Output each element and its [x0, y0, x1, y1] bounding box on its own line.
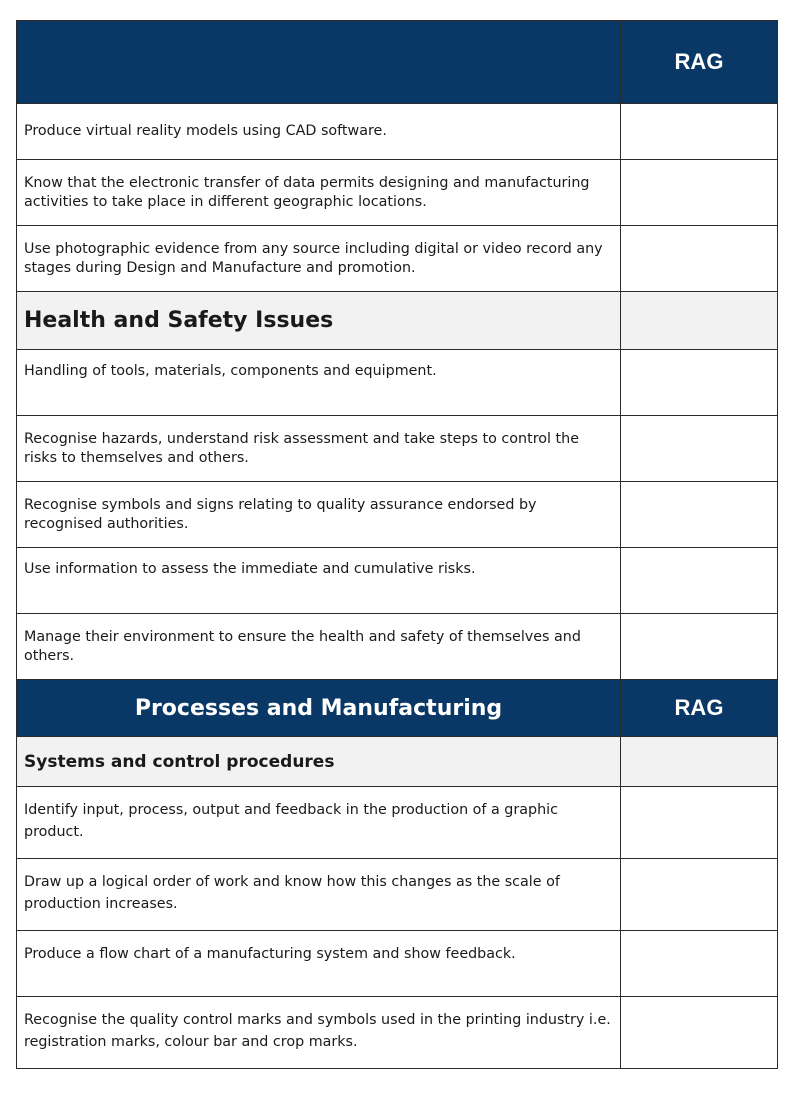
rag-cell[interactable]	[621, 350, 778, 416]
table-row	[17, 416, 778, 482]
table-row	[17, 997, 778, 1069]
header-blank-cell	[17, 21, 621, 104]
rag-cell[interactable]	[621, 931, 778, 997]
subsection-heading-row	[17, 737, 778, 787]
criterion-text: Handling of tools, materials, components and equipment.	[17, 350, 621, 416]
criterion-text: Recognise the quality control marks and symbols used in the printing industry i.e. registration marks, colour bar and crop marks.	[17, 997, 621, 1069]
systems-control-heading: Systems and control procedures	[17, 737, 621, 787]
criterion-text: Identify input, process, output and feedback in the production of a graphic product.	[17, 787, 621, 859]
rag-column-header: RAG	[621, 680, 778, 737]
table-row	[17, 859, 778, 931]
rag-cell[interactable]	[621, 160, 778, 226]
criterion-text: Produce virtual reality models using CAD software.	[17, 104, 621, 160]
section-header-row	[17, 680, 778, 737]
table-row	[17, 104, 778, 160]
criterion-text: Use photographic evidence from any source including digital or video record any stages during Design and Manufacture and promotion.	[17, 226, 621, 292]
health-safety-heading: Health and Safety Issues	[17, 292, 621, 350]
table-row	[17, 350, 778, 416]
table-row	[17, 160, 778, 226]
rag-cell[interactable]	[621, 614, 778, 680]
table-row	[17, 931, 778, 997]
rag-cell[interactable]	[621, 548, 778, 614]
table-header-row	[17, 21, 778, 104]
criterion-text: Know that the electronic transfer of data permits designing and manufacturing activities to take place in different geographic locations.	[17, 160, 621, 226]
rag-cell	[621, 292, 778, 350]
rag-cell[interactable]	[621, 416, 778, 482]
rag-cell[interactable]	[621, 997, 778, 1069]
processes-heading: Processes and Manufacturing	[17, 680, 621, 737]
rag-cell[interactable]	[621, 226, 778, 292]
criterion-text: Recognise hazards, understand risk assessment and take steps to control the risks to themselves and others.	[17, 416, 621, 482]
rag-cell[interactable]	[621, 482, 778, 548]
criterion-text: Draw up a logical order of work and know how this changes as the scale of production increases.	[17, 859, 621, 931]
criterion-text: Produce a flow chart of a manufacturing system and show feedback.	[17, 931, 621, 997]
section-heading-row	[17, 292, 778, 350]
rag-cell[interactable]	[621, 787, 778, 859]
rag-column-header: RAG	[621, 21, 778, 104]
criterion-text: Use information to assess the immediate and cumulative risks.	[17, 548, 621, 614]
rag-table	[16, 20, 778, 1069]
table-row	[17, 614, 778, 680]
rag-cell[interactable]	[621, 859, 778, 931]
table-row	[17, 548, 778, 614]
rag-cell	[621, 737, 778, 787]
table-row	[17, 482, 778, 548]
table-row	[17, 787, 778, 859]
rag-cell[interactable]	[621, 104, 778, 160]
criterion-text: Manage their environment to ensure the health and safety of themselves and others.	[17, 614, 621, 680]
table-row	[17, 226, 778, 292]
criterion-text: Recognise symbols and signs relating to quality assurance endorsed by recognised authorities.	[17, 482, 621, 548]
